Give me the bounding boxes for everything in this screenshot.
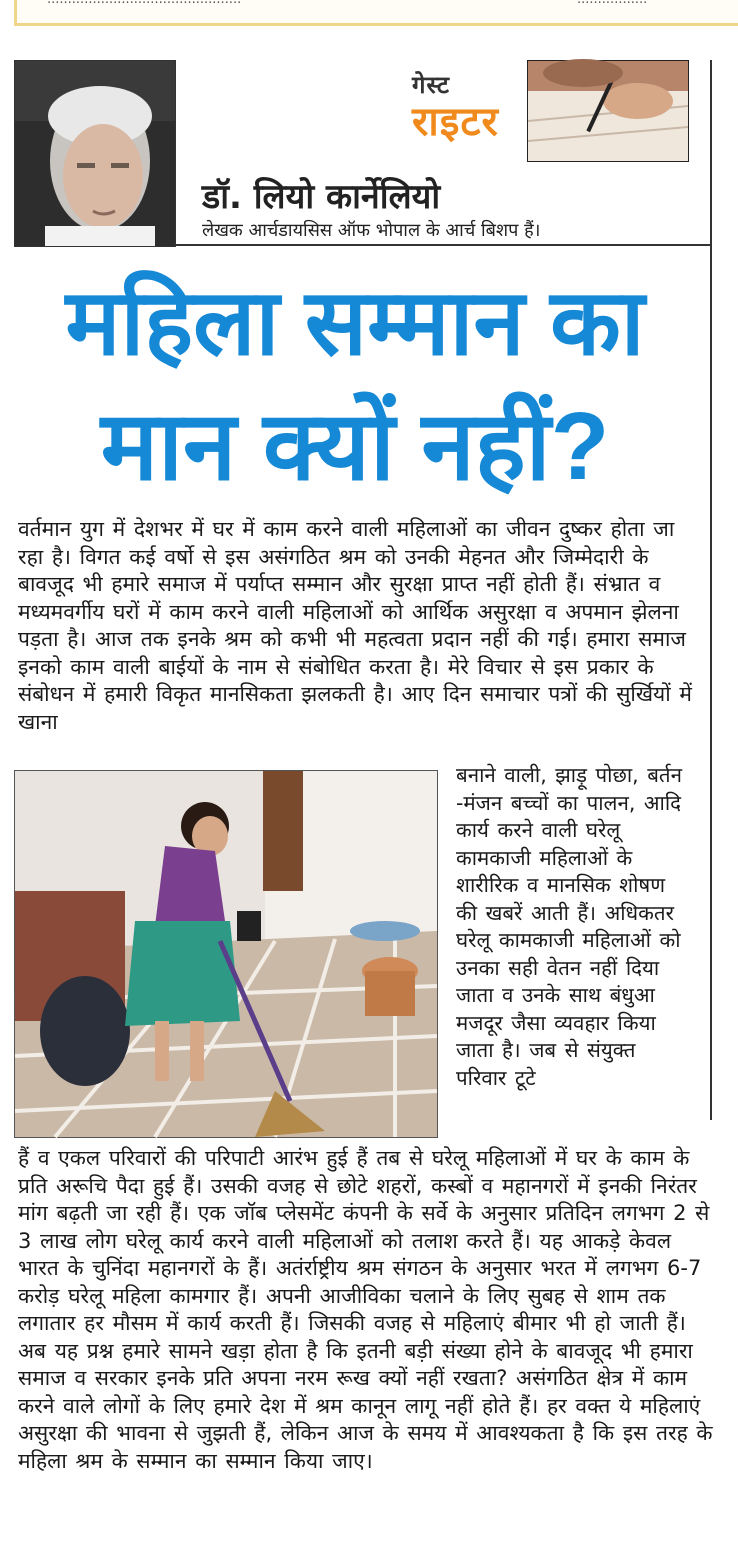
writing-hand-photo	[527, 60, 689, 162]
article-photo	[14, 770, 438, 1138]
column-rule	[710, 60, 712, 1120]
author-description: लेखक आर्चडायसिस ऑफ भोपाल के आर्च बिशप हैं।	[202, 220, 541, 241]
strip-left-text	[47, 0, 241, 7]
headline-line-1: महिला सम्मान का	[65, 272, 645, 374]
guest-logo-line2: राइटर	[412, 99, 499, 145]
article-paragraph-bottom: हैं व एकल परिवारों की परिपाटी आरंभ हुई हैं तब से घरेलू महिलाओं में घर के काम के प्रति अरूचि पैदा हुई हैं। उसकी वजह से छोटे शहरों, कस्बों व महानगरों में इनकी निरंतर मांग बढ़ती जा रही हैं। एक जॉब प्लेसमेंट कंपनी के सर्वे के अनुसार प्रतिदिन लगभग 2 से 3 लाख लोग घरेलू कार्य करने वाली महिलाओं को तलाश करते हैं। यह आकड़े केवल भारत के चुनिंदा महानगरों के हैं। अतंर्राष्ट्रीय श्रम संगठन के अनुसार भरत में लगभग 6-7 करोड़ घरेलू महिला कामगार हैं। अपनी आजीविका चलाने के लिए सुबह से शाम तक लगातार हर मौसम में कार्य करती हैं। जिसकी वजह से महिलाएं बीमार भी हो जाती हैं। अब यह प्रश्न हमारे सामने खड़ा होता है कि इतनी बड़ी संख्या होने के बावजूद भी हमारा समाज व सरकार इनके प्रति अपना नरम रूख क्यों नहीं रखता? असंगठित क्षेत्र में काम करने वाले लोगों के लिए हमारे देश में श्रम कानून लागू नहीं होते हैं। हर वक्त ये महिलाएं असुरक्षा की भावना से जुझती हैं, लेकिन आज के समय में आवश्यकता है कि इस तरह के महिला श्रम के सम्मान का सम्मान किया जाए।	[18, 1146, 713, 1473]
guest-writer-logo	[412, 68, 522, 148]
article-paragraph-top: वर्तमान युग में देशभर में घर में काम करने वाली महिलाओं का जीवन दुष्कर होता जा रहा है। विगत कई वर्षो से इस असंगठित श्रम को उनकी मेहनत और जिम्मेदारी के बावजूद भी हमारे समाज में पर्याप्त सम्मान और सुरक्षा प्राप्त नहीं होती हैं। संभ्रात व मध्यमवर्गीय घरों में काम करने वाली महिलाओं को आर्थिक असुरक्षा व अपमान झेलना पड़ता है। आज तक इनके श्रम को कभी भी महत्वता प्रदान नहीं की गई। हमारा समाज इनको काम वाली बाईयों के नाम से संबोधित करता है। मेरे विचार से इस प्रकार के संबोधन में हमारी विकृत मानसिकता झलकती है। आए दिन समाचार पत्रों की सुर्खियों में खाना	[18, 517, 692, 734]
author-photo	[14, 60, 176, 247]
guest-logo-line1: गेस्ट	[412, 71, 450, 99]
top-strip	[14, 0, 738, 26]
article-paragraph-side: बनाने वाली, झाड़ू पोछा, बर्तन -मंजन बच्चों का पालन, आदि कार्य करने वाली घरेलू कामकाजी महिलाओं के शारीरिक व मानसिक शोषण की खबरें आती हैं। अधिकतर घरेलू कामकाजी महिलाओं को उनका सही वेतन नहीं दिया जाता व उनके साथ बंधुआ मजदूर जैसा व्यवहार किया जाता है। जब से संयुक्त परिवार टूटे	[456, 763, 682, 1090]
header-divider	[174, 244, 710, 246]
strip-right-text	[577, 0, 647, 7]
headline-line-2: मान क्यों नहीं?	[100, 393, 610, 500]
author-name: डॉ. लियो कार्नेलियो	[202, 177, 441, 217]
